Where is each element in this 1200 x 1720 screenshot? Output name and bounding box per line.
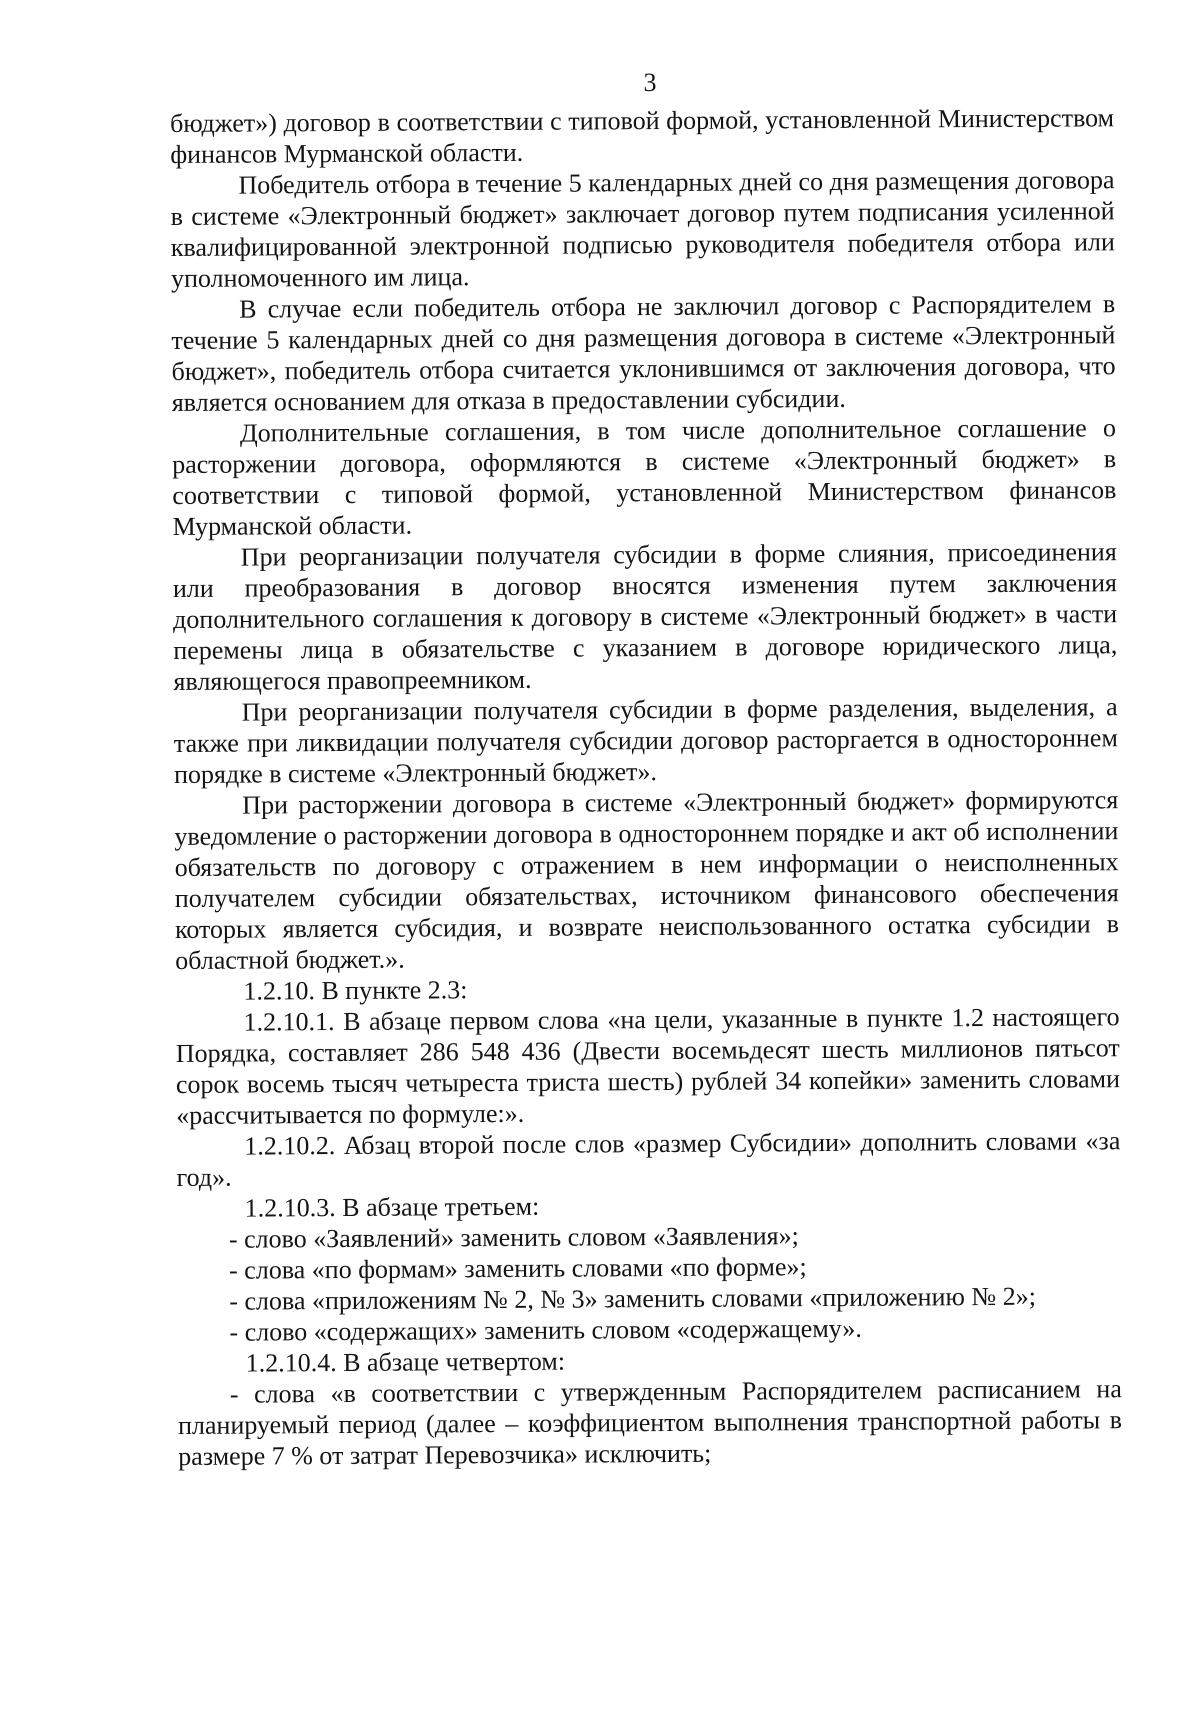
paragraph-reorganization-merger: При реорганизации получателя субсидии в форме слияния, присоединения или преобразования в договор вносятся изменения путем заключения дополнительного соглашения к договору в системе «Электронный бюджет» в части перемены лица в обязательстве с указанием в договоре юридического лица, являющегося правопреемником. [172, 537, 1118, 696]
list-item-replace-appendices: - слова «приложениям № 2, № 3» заменить словами «приложению № 2»; [229, 1281, 1036, 1316]
paragraph-reorganization-division: При реорганизации получателя субсидии в форме разделения, выделения, а также при ликвидации получателя субсидии договор расторгается в одностороннем порядке в системе «Электронный бюджет». [173, 692, 1118, 789]
list-item-replace-containing: - слово «содержащих» заменить словом «содержащему». [229, 1313, 862, 1347]
paragraph-contract-continuation: бюджет») договор в соответствии с типовой формой, установленной Министерством финансов Мурманской области. [170, 103, 1115, 169]
paragraph-winner-signing: Победитель отбора в течение 5 календарных дней со дня размещения договора в системе «Электронный бюджет» заключает договор путем подписания усиленной квалифицированной электронной подписью руководителя победителя отбора или уполномоченного им лица. [170, 165, 1115, 293]
list-item-exclude-schedule: - слова «в соответствии с утвержденным Распорядителем расписанием на планируемый период (далее – коэффициентом выполнения транспортной работы в размере 7 % от затрат Перевозчика» исключить; [177, 1374, 1123, 1471]
paragraph-additional-agreements: Дополнительные соглашения, в том числе дополнительное соглашение о расторжении договора, оформляются в системе «Электронный бюджет» в соответствии с типовой формой, установленной Министерством финансов Мурманской области. [172, 413, 1117, 541]
document-body [170, 102, 1122, 1472]
paragraph-contract-termination: При расторжении договора в системе «Электронный бюджет» формируются уведомление о расторжении договора в одностороннем порядке и акт об исполнении обязательств по договору с отражением в нем информации о неисполненных получателем субсидии обязательствах, источником финансового обеспечения которых является субсидия, и возврате неиспользованного остатка субсидии в областной бюджет.». [174, 785, 1120, 975]
paragraph-clause-1-2-10-2: 1.2.10.2. Абзац второй после слов «размер Субсидии» дополнить словами «за год». [176, 1126, 1121, 1192]
paragraph-clause-1-2-10: 1.2.10. В пункте 2.3: [243, 975, 468, 1006]
paragraph-clause-1-2-10-3: 1.2.10.3. В абзаце третьем: [244, 1191, 540, 1223]
paragraph-winner-refusal: В случае если победитель отбора не заключил договор с Распорядителем в течение 5 календарных дней со дня размещения договора в системе «Электронный бюджет», победитель отбора считается уклонившимся от заключения договора, что является основанием для отказа в предоставлении субсидии. [171, 289, 1116, 417]
list-item-replace-applications: - слово «Заявлений» заменить словом «Заявления»; [228, 1221, 799, 1254]
page-number: 3 [643, 68, 657, 97]
paragraph-clause-1-2-10-4: 1.2.10.4. В абзаце четвертом: [245, 1346, 566, 1378]
paragraph-clause-1-2-10-1: 1.2.10.1. В абзаце первом слова «на цели, указанные в пункте 1.2 настоящего Порядка, составляет 286 548 436 (Двести восемьдесят шесть миллионов пятьсот сорок восемь тысяч четыреста триста шесть) рублей 34 копейки» заменить словами «рассчитывается по формуле:». [175, 1002, 1121, 1130]
list-item-replace-forms: - слова «по формам» заменить словами «по форме»; [229, 1252, 807, 1285]
